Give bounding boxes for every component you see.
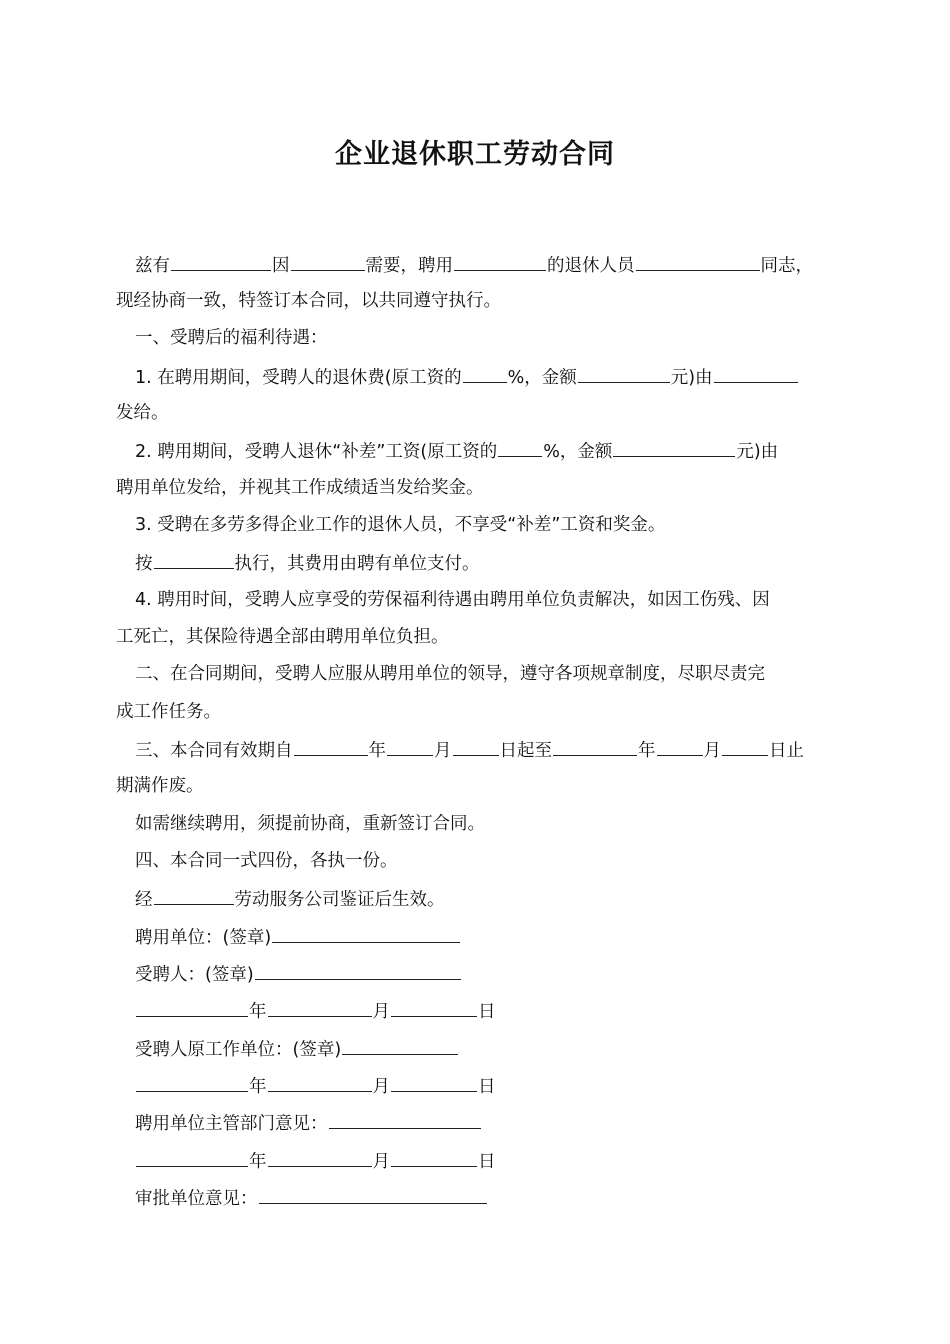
supervisor-opinion: 聘用单位主管部门意见：	[135, 1110, 482, 1136]
section-4: 四、本合同一式四份，各执一份。	[135, 851, 398, 871]
blank-field[interactable]	[136, 1148, 248, 1167]
blank-field[interactable]	[657, 737, 703, 756]
blank-field[interactable]	[154, 550, 234, 569]
item-2-cont: 聘用单位发给，并视其工作成绩适当发给奖金。	[116, 478, 484, 498]
paragraph-intro: 兹有 因 需要，聘用 的退休人员 同志，	[135, 252, 813, 278]
signature-employee: 受聘人：(签章)	[135, 961, 462, 987]
section-2: 二、在合同期间，受聘人应服从聘用单位的领导，遵守各项规章制度，尽职尽责完	[135, 664, 765, 684]
signature-field[interactable]	[255, 961, 461, 980]
section-3: 三、本合同有效期自 年 月 日起至 年 月 日止	[135, 737, 804, 763]
item-1-cont: 发给。	[116, 403, 169, 423]
blank-field[interactable]	[171, 252, 271, 271]
signature-original-employer: 受聘人原工作单位：(签章)	[135, 1036, 459, 1062]
date-line: 年 月 日	[135, 1073, 496, 1099]
blank-field[interactable]	[578, 364, 670, 383]
blank-field[interactable]	[391, 1148, 477, 1167]
section-3-note: 如需继续聘用，须提前协商，重新签订合同。	[135, 814, 485, 834]
section-1-heading: 一、受聘后的福利待遇：	[135, 328, 328, 348]
blank-field[interactable]	[613, 438, 735, 457]
blank-field[interactable]	[136, 998, 248, 1017]
blank-field[interactable]	[722, 737, 768, 756]
blank-field[interactable]	[291, 252, 365, 271]
signature-field[interactable]	[342, 1036, 458, 1055]
blank-field[interactable]	[498, 438, 542, 457]
blank-field[interactable]	[391, 1073, 477, 1092]
blank-field[interactable]	[387, 737, 433, 756]
item-4: 4. 聘用时间，受聘人应享受的劳保福利待遇由聘用单位负责解决，如因工伤残、因	[135, 590, 770, 610]
blank-field[interactable]	[154, 886, 234, 905]
blank-field[interactable]	[391, 998, 477, 1017]
date-line: 年 月 日	[135, 1148, 496, 1174]
opinion-field[interactable]	[259, 1185, 487, 1204]
item-4-cont: 工死亡，其保险待遇全部由聘用单位负担。	[116, 627, 449, 647]
signature-field[interactable]	[272, 924, 460, 943]
item-1: 1. 在聘用期间，受聘人的退休费(原工资的 %，金额 元)由	[135, 364, 799, 390]
document-title: 企业退休职工劳动合同	[335, 139, 615, 170]
blank-field[interactable]	[463, 364, 507, 383]
blank-field[interactable]	[268, 1148, 372, 1167]
blank-field[interactable]	[714, 364, 798, 383]
blank-field[interactable]	[454, 252, 546, 271]
blank-field[interactable]	[636, 252, 760, 271]
signature-employer: 聘用单位：(签章)	[135, 924, 461, 950]
blank-field[interactable]	[136, 1073, 248, 1092]
paragraph-intro-cont: 现经协商一致，特签订本合同，以共同遵守执行。	[116, 291, 501, 311]
section-2-cont: 成工作任务。	[116, 702, 221, 722]
blank-field[interactable]	[453, 737, 499, 756]
date-line: 年 月 日	[135, 998, 496, 1024]
blank-field[interactable]	[553, 737, 637, 756]
item-2: 2. 聘用期间，受聘人退休“补差”工资(原工资的 %，金额 元)由	[135, 438, 778, 464]
blank-field[interactable]	[268, 1073, 372, 1092]
blank-field[interactable]	[268, 998, 372, 1017]
item-3: 3. 受聘在多劳多得企业工作的退休人员，不享受“补差”工资和奖金。	[135, 515, 666, 535]
opinion-field[interactable]	[329, 1110, 481, 1129]
blank-field[interactable]	[294, 737, 368, 756]
section-4-cont: 经 劳动服务公司鉴证后生效。	[135, 886, 445, 912]
approval-opinion: 审批单位意见：	[135, 1185, 488, 1211]
item-3-cont: 按 执行，其费用由聘有单位支付。	[135, 550, 480, 576]
section-3-cont: 期满作废。	[116, 776, 204, 796]
